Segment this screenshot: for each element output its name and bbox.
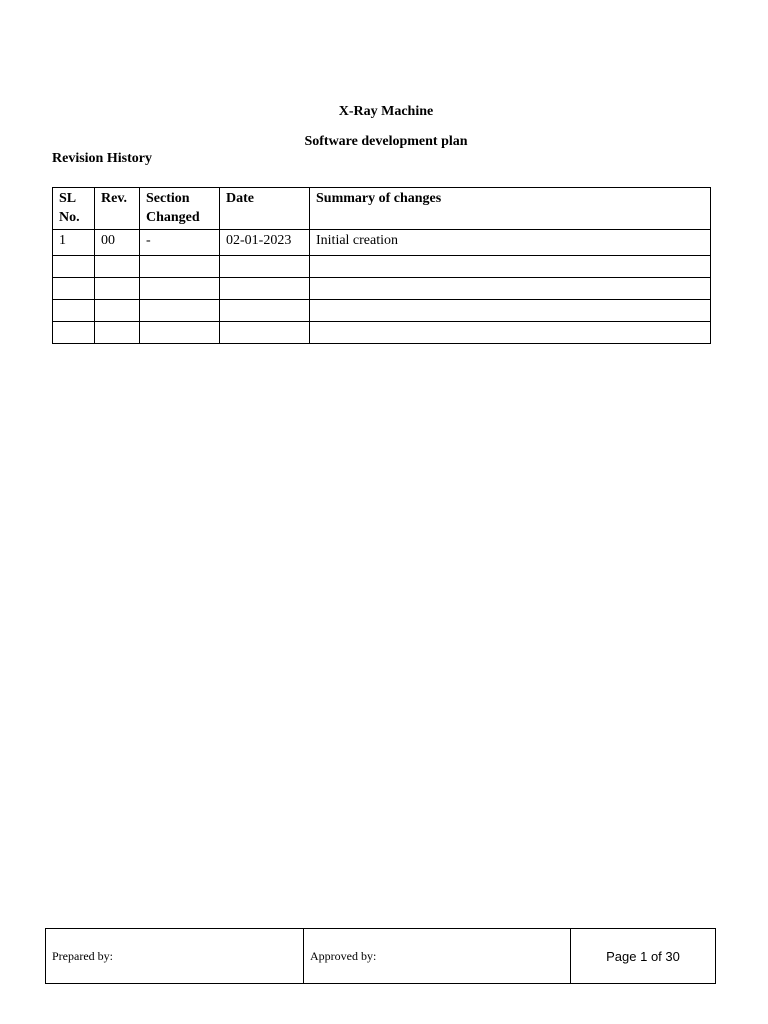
cell-summary (310, 322, 711, 344)
column-header-summary: Summary of changes (310, 188, 711, 230)
cell-sl-no (53, 256, 95, 278)
cell-section-changed (140, 256, 220, 278)
cell-summary: Initial creation (310, 230, 711, 256)
revision-history-heading: Revision History (52, 151, 152, 166)
table-row (53, 322, 711, 344)
cell-section-changed (140, 322, 220, 344)
cell-sl-no: 1 (53, 230, 95, 256)
cell-rev (95, 322, 140, 344)
cell-date (220, 300, 310, 322)
table-header-row (53, 188, 711, 230)
cell-rev: 00 (95, 230, 140, 256)
cell-section-changed: - (140, 230, 220, 256)
cell-date (220, 278, 310, 300)
page-footer (45, 928, 716, 984)
page-number: Page 1 of 30 (571, 929, 716, 984)
table-row (53, 256, 711, 278)
cell-sl-no (53, 322, 95, 344)
column-header-rev: Rev. (95, 188, 140, 230)
cell-rev (95, 300, 140, 322)
column-header-date: Date (220, 188, 310, 230)
table-row (53, 300, 711, 322)
revision-history-table (52, 187, 711, 344)
table-row (53, 278, 711, 300)
cell-sl-no (53, 278, 95, 300)
cell-rev (95, 278, 140, 300)
cell-section-changed (140, 300, 220, 322)
cell-summary (310, 300, 711, 322)
column-header-section-changed: Section Changed (140, 188, 220, 230)
cell-sl-no (53, 300, 95, 322)
cell-date (220, 256, 310, 278)
document-title: X-Ray Machine (338, 104, 434, 119)
cell-date (220, 322, 310, 344)
table-row (53, 230, 711, 256)
column-header-sl-no: SL No. (53, 188, 95, 230)
prepared-by-label: Prepared by: (46, 929, 304, 984)
cell-rev (95, 256, 140, 278)
approved-by-label: Approved by: (304, 929, 571, 984)
document-subtitle: Software development plan (304, 134, 468, 149)
cell-summary (310, 256, 711, 278)
cell-section-changed (140, 278, 220, 300)
cell-date: 02-01-2023 (220, 230, 310, 256)
cell-summary (310, 278, 711, 300)
